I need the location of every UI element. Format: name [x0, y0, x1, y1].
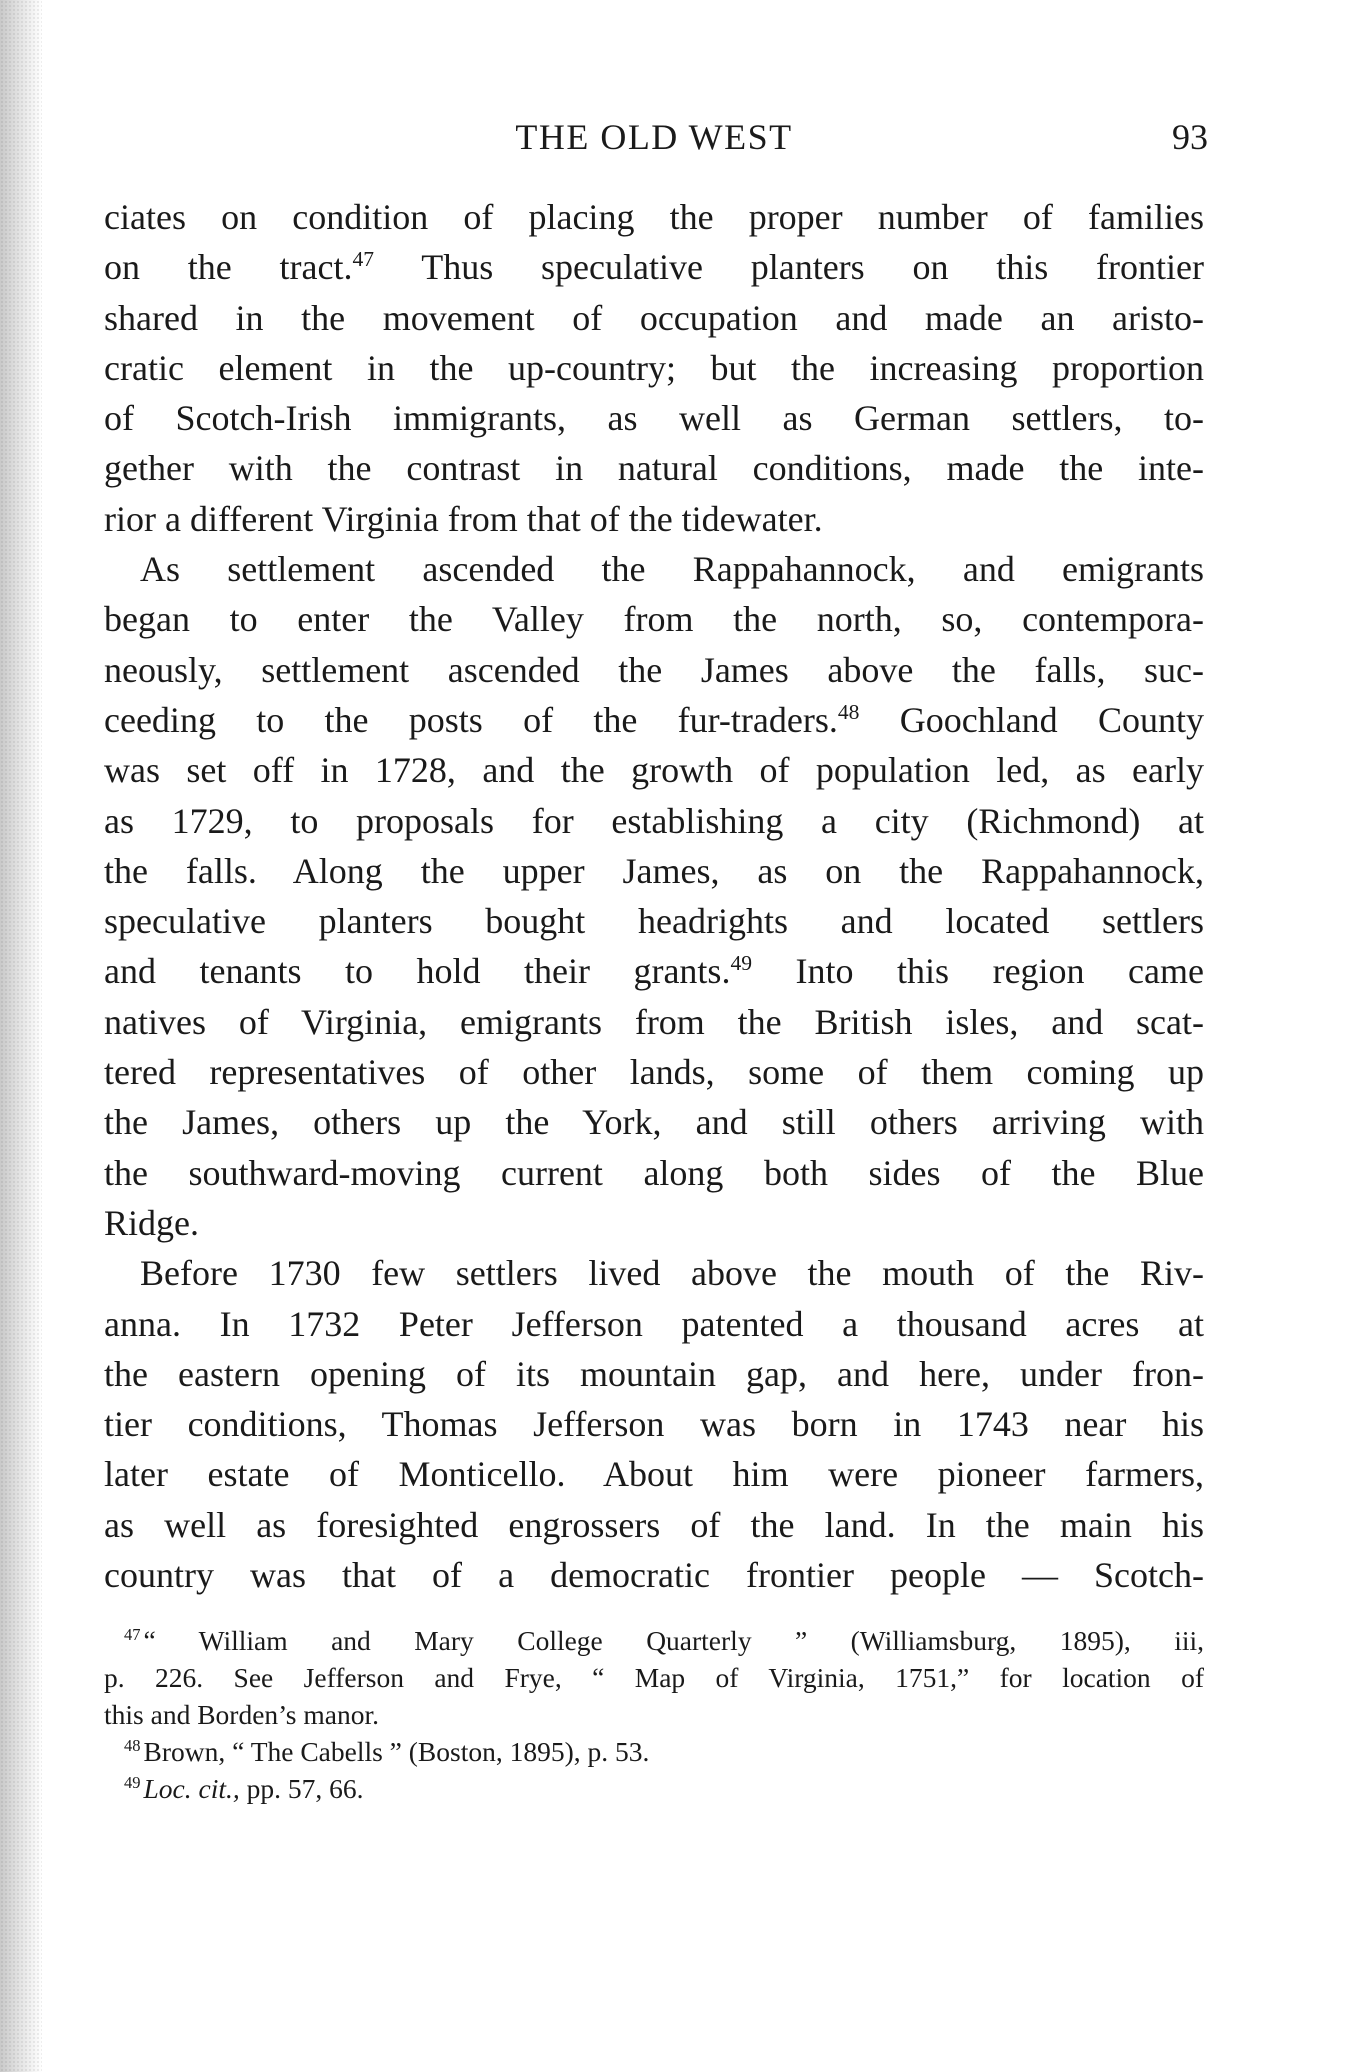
- footnote-47-continued: p. 226. See Jefferson and Frye, “ Map of Virginia, 1751,” for location of: [104, 1662, 1204, 1694]
- page-number: 93: [1172, 117, 1208, 157]
- text-line: tered representatives of other lands, some of them coming up: [104, 1052, 1204, 1093]
- text-line: as 1729, to proposals for establishing a city (Richmond) at: [104, 800, 1204, 841]
- text-line: neously, settlement ascended the James above the falls, suc-: [104, 649, 1204, 690]
- footnote-47-continued: this and Borden’s manor.: [104, 1699, 379, 1731]
- footnote-48: [104, 1733, 1204, 1770]
- text-line: the James, others up the York, and still others arriving with: [104, 1102, 1204, 1143]
- text-line: Before 1730 few settlers lived above the mouth of the Riv-: [140, 1253, 1204, 1294]
- footnote-47: [104, 1622, 1204, 1659]
- book-page: [104, 116, 1208, 1807]
- text-line: later estate of Monticello. About him were pioneer farmers,: [104, 1454, 1204, 1495]
- running-title: THE OLD WEST: [515, 117, 793, 157]
- footnote-text: “ William and Mary College Quarterly ” (Williamsburg, 1895), iii,: [143, 1625, 1204, 1657]
- text-fragment: Into this region came: [752, 951, 1204, 992]
- text-fragment: Thus speculative planters on this frontier: [374, 247, 1204, 288]
- text-line: of Scotch-Irish immigrants, as well as German settlers, to-: [104, 398, 1204, 439]
- footnote-italic-text: Loc. cit.,: [143, 1773, 240, 1805]
- footnote-ref-48: 48: [837, 699, 860, 724]
- text-line: country was that of a democratic frontier people — Scotch-: [104, 1555, 1204, 1596]
- text-fragment: on the tract.: [104, 247, 353, 288]
- text-line: the eastern opening of its mountain gap, and here, under fron-: [104, 1353, 1204, 1394]
- text-line: Ridge.: [104, 1202, 199, 1243]
- footnote-49: [104, 1770, 1204, 1807]
- footnote-number: 48: [124, 1736, 141, 1756]
- text-line: [104, 695, 1204, 745]
- text-line: gether with the contrast in natural conditions, made the inte-: [104, 448, 1204, 489]
- footnote-text: Brown, “ The Cabells ” (Boston, 1895), p. 53.: [143, 1736, 650, 1768]
- body-text: [104, 192, 1204, 1600]
- text-line: tier conditions, Thomas Jefferson was born in 1743 near his: [104, 1404, 1204, 1445]
- text-line: ciates on condition of placing the proper number of families: [104, 197, 1204, 237]
- text-line: anna. In 1732 Peter Jefferson patented a thousand acres at: [104, 1303, 1204, 1344]
- footnotes: [104, 1622, 1204, 1807]
- footnote-ref-47: 47: [352, 247, 375, 272]
- text-line: as well as foresighted engrossers of the land. In the main his: [104, 1504, 1204, 1545]
- text-line: [104, 242, 1204, 292]
- footnote-ref-49: 49: [730, 951, 753, 976]
- text-line: natives of Virginia, emigrants from the British isles, and scat-: [104, 1001, 1204, 1042]
- text-line: [104, 946, 1204, 996]
- page-header: [104, 116, 1208, 172]
- footnote-text: pp. 57, 66.: [239, 1773, 364, 1805]
- text-line: began to enter the Valley from the north, so, contempora-: [104, 599, 1204, 640]
- text-line: shared in the movement of occupation and made an aristo-: [104, 297, 1204, 338]
- footnote-number: 49: [124, 1773, 141, 1793]
- text-line: cratic element in the up-country; but the increasing proportion: [104, 347, 1204, 388]
- text-line: the southward-moving current along both sides of the Blue: [104, 1152, 1204, 1193]
- text-line: was set off in 1728, and the growth of population led, as early: [104, 750, 1204, 791]
- text-fragment: Goochland County: [859, 699, 1204, 740]
- text-line: As settlement ascended the Rappahannock, and emigrants: [140, 549, 1204, 590]
- text-fragment: and tenants to hold their grants.: [104, 951, 731, 992]
- text-line: rior a different Virginia from that of the tidewater.: [104, 498, 823, 539]
- page-gutter-texture: [0, 0, 42, 2072]
- text-line: speculative planters bought headrights and located settlers: [104, 901, 1204, 942]
- text-line: the falls. Along the upper James, as on the Rappahannock,: [104, 850, 1204, 891]
- text-fragment: ceeding to the posts of the fur-traders.: [104, 699, 838, 740]
- footnote-number: 47: [124, 1625, 141, 1645]
